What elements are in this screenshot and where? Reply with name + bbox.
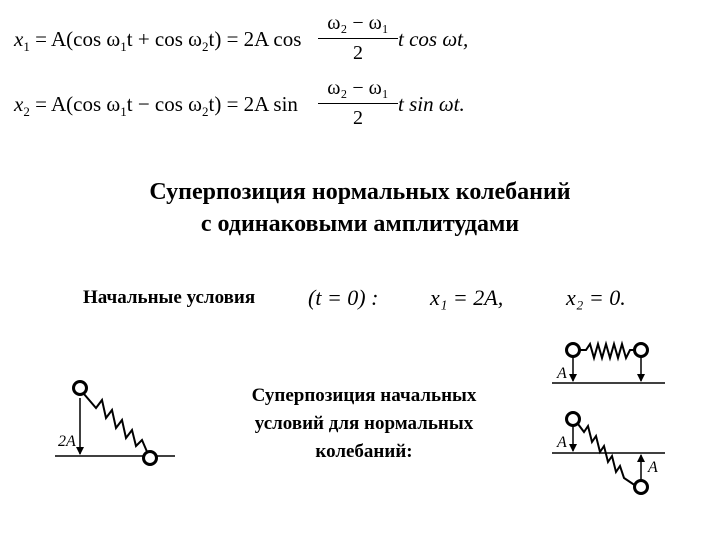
initial-condition-x1: x₁ = 2A,: [430, 285, 504, 310]
bottom-right-spring: [578, 424, 636, 486]
eq1-sub-a: 1: [120, 39, 127, 54]
eq2-rhs: t) = 2A sin: [208, 92, 298, 116]
bottom-right-right-mass: [635, 481, 648, 494]
eq1-frac-num: ω₂ − ω₁: [327, 12, 389, 34]
eq2-frac-den: 2: [353, 107, 363, 129]
bottom-right-right-label: A: [648, 459, 658, 476]
left-spring: [84, 394, 148, 454]
top-right-right-mass: [635, 344, 648, 357]
eq2-tail: t sin ωt.: [398, 92, 465, 116]
top-right-spring: [580, 344, 634, 358]
eq1-frac-den: 2: [353, 42, 363, 64]
top-right-left-mass: [567, 344, 580, 357]
eq1-tail: t cos ωt,: [398, 27, 469, 51]
initial-condition-x2: x₂ = 0.: [566, 285, 626, 310]
eq2-frac-num: ω₂ − ω₁: [327, 77, 389, 99]
initial-conditions-label: Начальные условия: [83, 287, 256, 308]
bottom-right-left-mass: [567, 413, 580, 426]
bottom-right-left-label: A: [557, 434, 567, 451]
initial-condition-time: (t = 0) :: [308, 285, 379, 310]
eq2-lhs: x: [14, 92, 24, 116]
eq1-mid: t + cos ω: [126, 27, 202, 51]
eq2-mid: t − cos ω: [126, 92, 202, 116]
top-right-diagram: [552, 344, 665, 384]
top-right-amplitude-label: A: [557, 365, 567, 382]
eq2-sub-b: 2: [202, 104, 209, 119]
left-diagram: [55, 382, 175, 465]
caption-line-3: колебаний:: [315, 441, 413, 462]
eq2-lhs-sub: 2: [23, 104, 30, 119]
eq1-rhs: t) = 2A cos: [208, 27, 302, 51]
left-amplitude-label: 2A: [58, 433, 76, 450]
eq1-lhs-sub: 1: [23, 39, 30, 54]
eq1-lhs: x: [14, 27, 24, 51]
eq2-sub-a: 1: [120, 104, 127, 119]
eq1-sub-b: 2: [202, 39, 209, 54]
caption-line-1: Суперпозиция начальных: [251, 385, 477, 406]
title-line-2: с одинаковыми амплитудами: [200, 211, 520, 237]
left-bottom-mass: [144, 452, 157, 465]
bottom-right-diagram: [552, 413, 665, 494]
eq1-body: = A(cos ω: [29, 27, 121, 51]
eq2-body: = A(cos ω: [29, 92, 121, 116]
title-line-1: Суперпозиция нормальных колебаний: [149, 179, 571, 205]
caption-line-2: условий для нормальных: [254, 413, 474, 434]
left-top-mass: [74, 382, 87, 395]
